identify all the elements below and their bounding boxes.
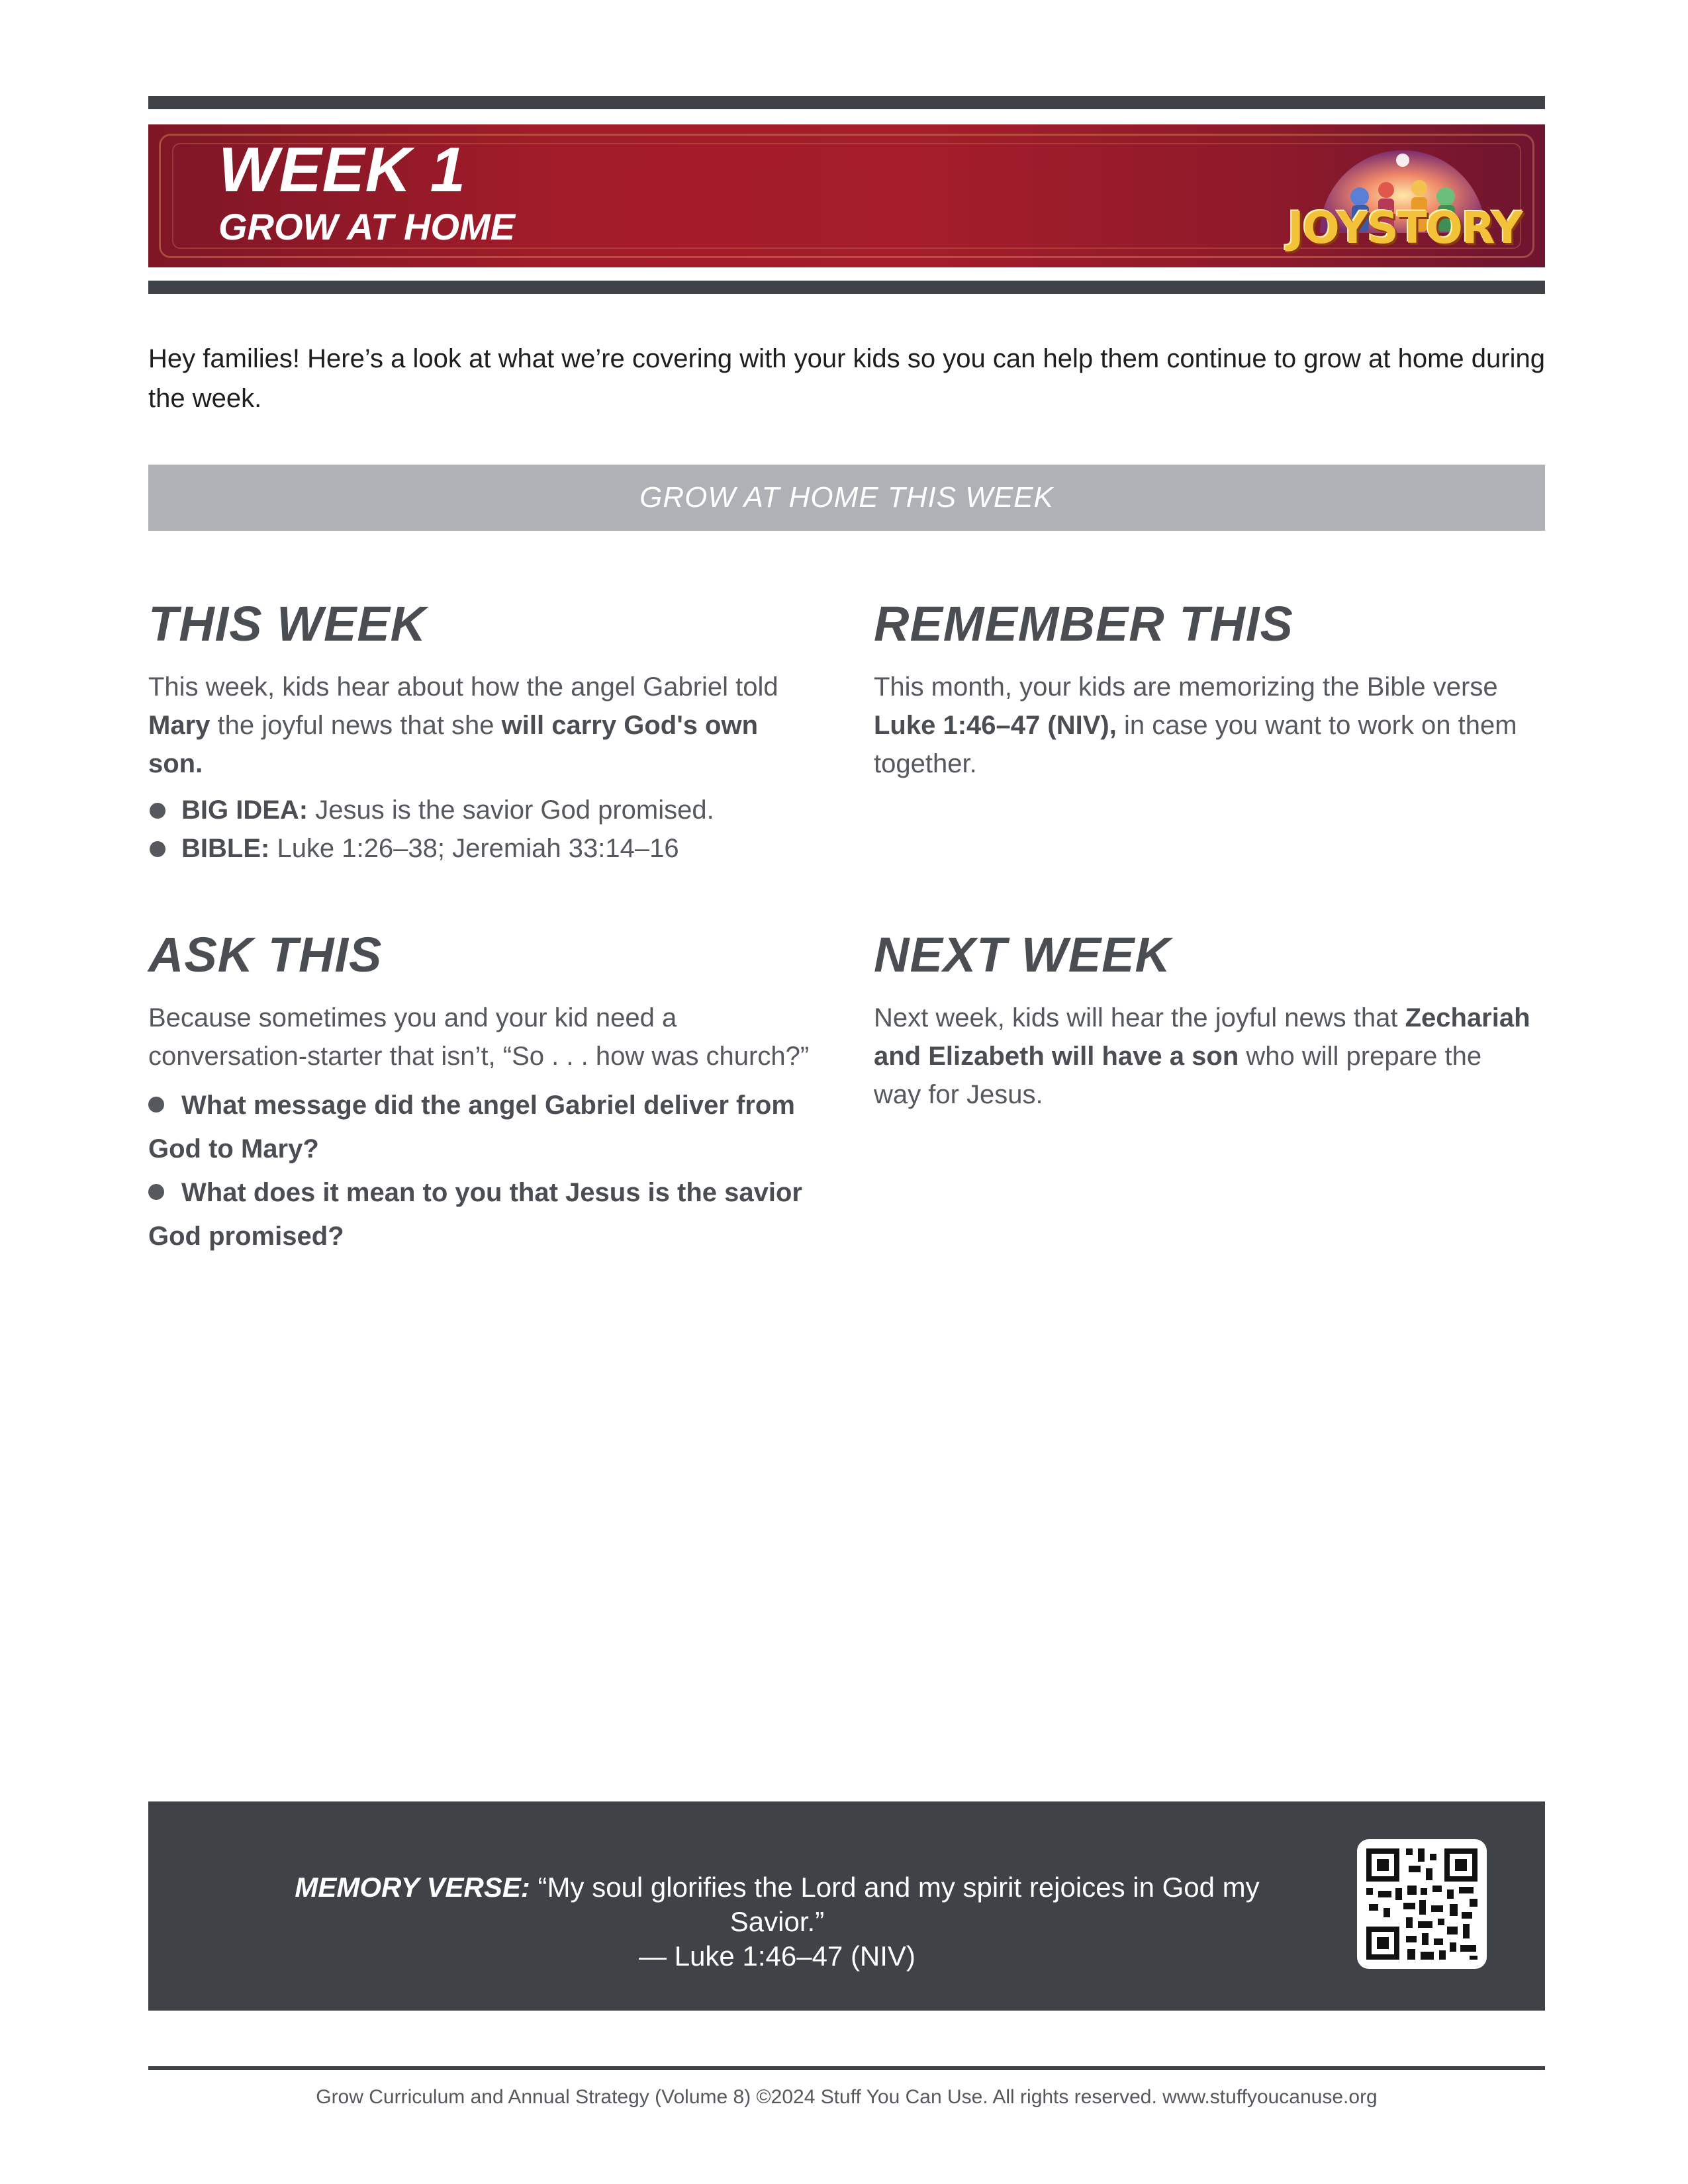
this-week-text	[148, 668, 810, 783]
bible-label: BIBLE:	[181, 834, 270, 863]
logo-wordmark: JOYSTORY	[1288, 203, 1522, 253]
list-item-question: What message did the angel Gabriel deliver from God to Mary?	[148, 1083, 810, 1171]
next-text-2: who will prepare the way for Jesus.	[874, 1042, 1482, 1109]
memory-verse-quote: “My soul glorifies the Lord and my spirit rejoices in God my Savior.”	[530, 1872, 1260, 1937]
memory-verse-box	[148, 1801, 1545, 2011]
footer-copyright: Grow Curriculum and Annual Strategy (Volume 8) ©2024 Stuff You Can Use. All rights reserved. www.stuffyoucanuse.org	[316, 2086, 1378, 2108]
remember-text-2: in case you want to work on them together.	[874, 711, 1517, 778]
this-week-list	[148, 791, 810, 868]
next-week-section	[874, 923, 1536, 1114]
remember-text-1: This month, your kids are memorizing the Bible verse	[874, 672, 1498, 702]
ask-this-section	[148, 923, 810, 1258]
big-idea-text: Jesus is the savior God promised.	[308, 796, 714, 825]
footer-rule	[148, 2066, 1545, 2070]
list-item-big-idea	[148, 791, 810, 829]
remember-bold-verse: Luke 1:46–47 (NIV),	[874, 711, 1117, 740]
remember-this-section	[874, 592, 1536, 783]
header-rule-bottom	[148, 281, 1545, 294]
memory-verse-text	[248, 1870, 1307, 1974]
section-band: GROW AT HOME THIS WEEK	[148, 465, 1545, 531]
ask-this-heading: ASK THIS	[148, 927, 383, 982]
this-week-text-2: the joyful news that she	[210, 711, 502, 740]
week-subtitle: GROW AT HOME	[218, 206, 515, 248]
next-week-heading: NEXT WEEK	[874, 927, 1171, 982]
list-item-question: What does it mean to you that Jesus is the savior God promised?	[148, 1171, 810, 1258]
this-week-heading: THIS WEEK	[148, 596, 427, 651]
qr-code-graphic	[1357, 1839, 1487, 1969]
this-week-text-1: This week, kids hear about how the angel Gabriel told	[148, 672, 778, 702]
this-week-bold-mary: Mary	[148, 711, 211, 740]
header-rule-top	[148, 96, 1545, 109]
list-item-bible	[148, 829, 810, 868]
next-week-text	[874, 999, 1536, 1114]
memory-verse-label: MEMORY VERSE:	[295, 1872, 530, 1903]
remember-this-text	[874, 668, 1536, 783]
bible-text: Luke 1:26–38; Jeremiah 33:14–16	[269, 834, 679, 863]
this-week-section	[148, 592, 810, 868]
next-bold-zechariah: Zechariah and Elizabeth will have a son	[874, 1003, 1530, 1071]
next-text-1: Next week, kids will hear the joyful news that	[874, 1003, 1405, 1032]
this-week-bold-son: will carry God's own son.	[148, 711, 759, 778]
qr-code-icon[interactable]	[1357, 1839, 1487, 1969]
week-title: WEEK 1	[218, 134, 467, 205]
big-idea-label: BIG IDEA:	[181, 796, 308, 825]
ask-questions-list	[148, 1083, 810, 1258]
remember-this-heading: REMEMBER THIS	[874, 596, 1293, 651]
ask-this-text: Because sometimes you and your kid need a conversation-starter that isn’t, “So . . . how was church?”	[148, 1003, 810, 1071]
week-banner	[148, 124, 1545, 267]
intro-paragraph: Hey families! Here’s a look at what we’re covering with your kids so you can help them continue to grow at home during the week.	[148, 344, 1545, 413]
memory-verse-reference: — Luke 1:46–47 (NIV)	[639, 1940, 915, 1972]
